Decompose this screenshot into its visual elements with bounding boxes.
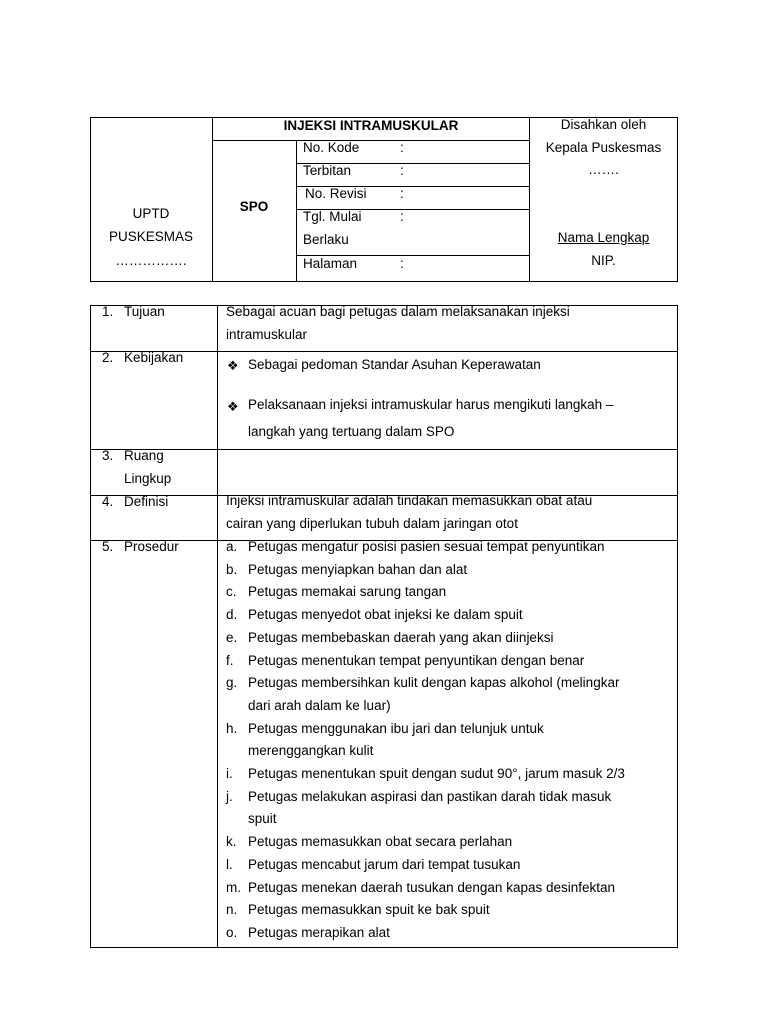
kebijakan-bullet-2-line1: Pelaksanaan injeksi intramuskular harus mengikuti langkah – <box>248 397 614 412</box>
step-marker: b. <box>226 561 238 577</box>
section-label-tujuan: Tujuan <box>124 304 165 319</box>
step-text: Petugas menentukan spuit dengan sudut 90°, jarum masuk 2/3 <box>248 766 625 781</box>
step-marker: d. <box>226 607 238 623</box>
section-label-prosedur: Prosedur <box>124 539 179 554</box>
step-text-continued: spuit <box>248 811 277 827</box>
header-table <box>90 117 678 282</box>
unit-name-line2: PUSKESMAS <box>108 229 194 244</box>
step-text: Petugas menggunakan ibu jari dan telunjuk untuk <box>248 720 544 736</box>
section-label-ruang: Ruang <box>124 448 164 463</box>
border <box>90 947 678 948</box>
section-label-definisi: Definisi <box>124 494 169 509</box>
procedure-table <box>90 305 678 948</box>
unit-name-line1: UPTD <box>132 206 170 221</box>
step-text: Petugas menentukan tempat penyuntikan dengan benar <box>248 652 585 668</box>
section-number: 1. <box>102 304 114 319</box>
section-number: 2. <box>102 350 114 365</box>
section-number: 3. <box>102 448 114 463</box>
definisi-text-line1: Injeksi intramuskular adalah tindakan memasukkan obat atau <box>226 493 593 508</box>
step-marker: l. <box>226 856 233 872</box>
step-marker: k. <box>226 834 237 850</box>
field-label-no-kode: No. Kode <box>303 140 360 155</box>
border <box>217 305 218 948</box>
step-marker: e. <box>226 629 238 645</box>
section-number: 4. <box>102 494 114 509</box>
field-label-no-revisi: No. Revisi <box>305 186 367 201</box>
step-text: Petugas memasukkan obat secara perlahan <box>248 834 513 850</box>
border <box>90 281 678 282</box>
step-marker: g. <box>226 675 238 691</box>
step-marker: i. <box>226 766 233 781</box>
step-text-continued: merenggangkan kulit <box>248 743 374 759</box>
section-label-kebijakan: Kebijakan <box>124 350 184 365</box>
border <box>90 449 678 450</box>
tujuan-text-line2: intramuskular <box>226 327 308 342</box>
step-marker: f. <box>226 652 234 668</box>
field-value-no-kode: : <box>400 140 404 155</box>
step-text: Petugas memakai sarung tangan <box>248 584 447 600</box>
border <box>90 305 91 948</box>
diamond-bullet-icon: ❖ <box>227 399 239 414</box>
approval-line3: ……. <box>588 162 619 177</box>
step-text: Petugas melakukan aspirasi dan pastikan darah tidak masuk <box>248 788 612 804</box>
section-number: 5. <box>102 539 114 554</box>
step-text: Petugas memasukkan spuit ke bak spuit <box>248 902 490 918</box>
document-title: INJEKSI INTRAMUSKULAR <box>283 118 459 133</box>
step-text: Petugas menyiapkan bahan dan alat <box>248 561 468 577</box>
kebijakan-bullet-1: Sebagai pedoman Standar Asuhan Keperawatan <box>248 357 541 372</box>
step-marker: c. <box>226 584 237 600</box>
step-marker: j. <box>226 788 233 804</box>
field-value-no-revisi: : <box>400 186 404 201</box>
field-label-terbitan: Terbitan <box>303 163 352 178</box>
field-value-terbitan: : <box>400 163 404 178</box>
border <box>212 140 530 141</box>
field-label-halaman: Halaman <box>303 256 358 271</box>
definisi-text-line2: cairan yang diperlukan tubuh dalam jaringan otot <box>226 516 518 531</box>
approval-nip: NIP. <box>591 253 616 268</box>
section-label-lingkup: Lingkup <box>124 471 172 486</box>
border <box>677 305 678 948</box>
step-marker: o. <box>226 924 238 940</box>
field-value-tgl-mulai: : <box>400 209 404 224</box>
approval-line2: Kepala Puskesmas <box>545 140 662 155</box>
step-text-continued: dari arah dalam ke luar) <box>248 697 391 713</box>
approval-line1: Disahkan oleh <box>560 117 647 132</box>
step-text: Petugas mencabut jarum dari tempat tusukan <box>248 856 521 872</box>
kebijakan-bullet-2-line2: langkah yang tertuang dalam SPO <box>248 424 455 439</box>
approval-name: Nama Lengkap <box>557 230 650 245</box>
border <box>677 117 678 282</box>
diamond-bullet-icon: ❖ <box>227 358 239 373</box>
step-marker: m. <box>226 879 241 895</box>
field-label-tgl-mulai: Tgl. Mulai <box>303 209 362 224</box>
unit-name-line3: ……………. <box>115 253 187 268</box>
step-marker: n. <box>226 902 238 918</box>
step-text: Petugas membersihkan kulit dengan kapas alkohol (melingkar <box>248 675 620 691</box>
tujuan-text-line1: Sebagai acuan bagi petugas dalam melaksanakan injeksi <box>226 304 570 319</box>
field-label-berlaku: Berlaku <box>303 232 349 247</box>
step-text: Petugas mengatur posisi pasien sesuai tempat penyuntikan <box>248 539 605 554</box>
field-value-halaman: : <box>400 256 404 271</box>
step-text: Petugas membebaskan daerah yang akan diinjeksi <box>248 629 554 645</box>
step-text: Petugas merapikan alat <box>248 924 390 940</box>
step-marker: h. <box>226 720 238 736</box>
step-text: Petugas menekan daerah tusukan dengan kapas desinfektan <box>248 879 616 895</box>
step-marker: a. <box>226 539 238 554</box>
step-text: Petugas menyedot obat injeksi ke dalam spuit <box>248 607 523 623</box>
border <box>296 140 297 282</box>
spo-label: SPO <box>239 199 269 214</box>
